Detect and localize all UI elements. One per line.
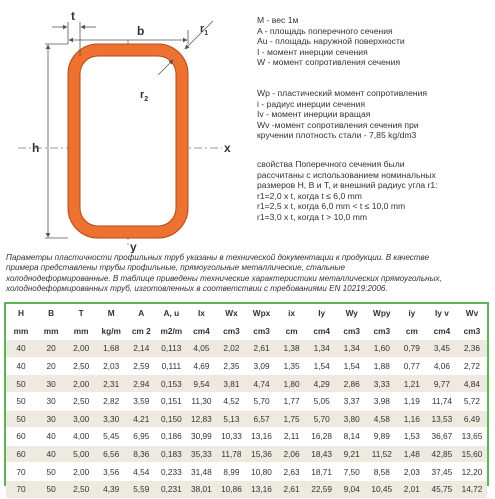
table-cell: 2,02 (216, 340, 246, 357)
notes-line: размеров H, B и T, и внешний радиус угла r1: (257, 180, 438, 191)
header-cell: ix (288, 308, 296, 319)
table-cell: 3,37 (343, 396, 360, 407)
symbols-legend-2 (257, 88, 427, 141)
notes-line: рассчитаны с использованием номинальных (257, 169, 436, 180)
table-cell: 6,95 (133, 431, 150, 442)
table-cell: 1,53 (403, 431, 420, 442)
table-cell: 30 (36, 411, 66, 428)
x-axis-label: x (224, 141, 231, 155)
diagram-svg (0, 0, 250, 253)
legend-line: I - момент инерции сечения (257, 46, 368, 57)
header-cell: M (107, 308, 115, 319)
table-header-row (6, 305, 487, 322)
header-cell: Iy v (434, 308, 449, 319)
table-row (6, 428, 487, 445)
table-cell: 0,150 (156, 411, 186, 428)
table-cell: 60 (6, 446, 36, 463)
table-cell: 0,153 (156, 375, 186, 392)
table-cell: 1,88 (373, 361, 390, 372)
table-cell: 40 (6, 340, 36, 357)
unit-cell: cm (405, 325, 418, 336)
unit-cell: mm (73, 325, 89, 336)
table-cell: 8,36 (126, 446, 156, 463)
table-cell: 6,49 (457, 411, 487, 428)
table-cell: 4,21 (126, 411, 156, 428)
table-cell: 4,74 (247, 375, 277, 392)
table-cell: 0,186 (160, 431, 182, 442)
table-cell: 4,52 (223, 396, 240, 407)
table-cell: 11,30 (191, 396, 212, 407)
table-cell: 9,77 (427, 375, 457, 392)
table-cell: 11,52 (367, 446, 397, 463)
header-cell: H (18, 308, 25, 319)
unit-cell: cm3 (373, 325, 391, 336)
table-cell: 1,21 (397, 375, 427, 392)
unit-cell: cm4 (313, 325, 330, 336)
header-cell: A (138, 308, 145, 319)
table-cell: 9,04 (337, 481, 367, 498)
table-cell: 31,48 (191, 466, 212, 477)
table-cell: 13,65 (461, 431, 483, 442)
table-cell: 5,00 (66, 446, 96, 463)
table-cell: 2,00 (66, 375, 96, 392)
table-cell: 42,85 (427, 446, 457, 463)
table-cell: 1,38 (277, 340, 307, 357)
table-cell: 4,69 (193, 361, 210, 372)
table-cell: 4,58 (367, 411, 397, 428)
r1-label: $r_1$ (200, 23, 209, 37)
b-label: b (137, 24, 145, 38)
table-cell: 2,36 (457, 340, 487, 357)
table-cell: 2,61 (277, 481, 307, 498)
table-cell: 20 (46, 361, 56, 372)
table-cell: 5,13 (216, 411, 246, 428)
table-cell: 1,19 (403, 396, 420, 407)
table-cell: 60 (16, 431, 26, 442)
table-row (6, 393, 487, 410)
unit-cell: mm (13, 325, 29, 336)
table-cell: 3,30 (96, 411, 126, 428)
table-cell: 0,113 (156, 340, 186, 357)
table-cell: 6,56 (96, 446, 126, 463)
unit-cell: cm3 (343, 325, 361, 336)
table-cell: 16,28 (311, 431, 333, 442)
table-cell: 2,50 (73, 396, 90, 407)
table-cell: 1,75 (277, 411, 307, 428)
table-cell: 70 (6, 481, 36, 498)
table-body (6, 340, 487, 497)
table-units-row (6, 323, 487, 340)
table-cell: 9,21 (337, 446, 367, 463)
table-cell: 14,72 (457, 481, 487, 498)
unit-cell: cm (285, 325, 298, 336)
table-cell: 2,86 (337, 375, 367, 392)
table-cell: 5,70 (253, 396, 270, 407)
table-cell: 30 (46, 396, 56, 407)
table-cell: 2,50 (66, 481, 96, 498)
table-cell: 4,05 (186, 340, 216, 357)
table-cell: 2,14 (126, 340, 156, 357)
table-cell: 10,33 (221, 431, 242, 442)
calculation-notes (257, 159, 438, 223)
unit-cell: kg/m (101, 325, 121, 336)
legend-line: кручении плотность стали - 7,85 kg/dm3 (257, 130, 417, 141)
header-cell: Iy (318, 308, 326, 319)
table-cell: 22,59 (307, 481, 337, 498)
table-cell: 45,75 (427, 481, 457, 498)
table-cell: 11,78 (216, 446, 246, 463)
table-cell: 35,33 (186, 446, 216, 463)
table-cell: 5,72 (463, 396, 481, 407)
r1-leader-line (185, 21, 213, 49)
t-label: t (71, 9, 75, 23)
table-cell: 2,00 (66, 340, 96, 357)
header-cell: Wv (465, 308, 479, 319)
table-cell: 3,33 (367, 375, 397, 392)
table-cell: 30 (36, 375, 66, 392)
table-cell: 1,54 (343, 361, 360, 372)
table-cell: 0,183 (156, 446, 186, 463)
table-cell: 3,09 (253, 361, 270, 372)
table-cell: 4,54 (133, 466, 150, 477)
unit-cell: cm4 (193, 325, 210, 336)
table-cell: 0,111 (161, 361, 182, 372)
table-cell: 8,58 (373, 466, 390, 477)
table-cell: 18,43 (307, 446, 337, 463)
unit-cell: mm (43, 325, 59, 336)
table-cell: 2,61 (247, 340, 277, 357)
notes-line: r1=2,5 x t, когда 6,0 mm < t ≤ 10,0 mm (257, 201, 406, 212)
table-cell: 5,59 (126, 481, 156, 498)
table-cell: 2,72 (463, 361, 481, 372)
table-cell: 1,34 (307, 340, 337, 357)
table-cell: 40 (46, 431, 56, 442)
unit-cell: cm3 (253, 325, 270, 336)
table-cell: 13,16 (251, 431, 272, 442)
legend-line: Au - площадь наружной поверхности (257, 36, 405, 47)
unit-cell: cm4 (433, 325, 451, 336)
table-cell: 3,81 (216, 375, 246, 392)
legend-line: i - радиус инерции сечения (257, 98, 366, 109)
legend-line: A - площадь поперечного сечения (257, 25, 393, 36)
tube-cross-section-diagram (0, 0, 250, 253)
table-cell: 50 (46, 466, 56, 477)
unit-cell: m2/m (160, 325, 183, 336)
table-cell: 2,63 (283, 466, 300, 477)
table-cell: 1,54 (313, 361, 330, 372)
table-cell: 9,89 (373, 431, 390, 442)
header-cell: A, u (163, 308, 180, 319)
table-cell: 30,99 (191, 431, 212, 442)
table-cell: 18,71 (311, 466, 333, 477)
table-cell: 0,231 (156, 481, 186, 498)
table-cell: 4,29 (307, 375, 337, 392)
header-cell: Wy (345, 308, 358, 319)
header-cell: B (48, 308, 55, 319)
table-cell: 70 (16, 466, 26, 477)
table-cell: 3,98 (373, 396, 390, 407)
table-cell: 5,45 (103, 431, 120, 442)
notes-line: r1=3,0 x t, когда t > 10,0 mm (257, 211, 368, 222)
table-cell: 38,01 (186, 481, 216, 498)
header-cell: Ix (197, 308, 205, 319)
unit-cell: cm 2 (131, 325, 151, 336)
table-row (6, 463, 487, 480)
table-row (6, 375, 487, 392)
legend-line: Wp - пластический момент сопротивления (257, 88, 428, 98)
table-cell: 3,80 (337, 411, 367, 428)
symbols-legend (257, 15, 405, 68)
caption-line: примера представлены трубы профильные, прямоугольные металлические, стальные (6, 263, 345, 273)
table-cell: 40 (16, 361, 26, 372)
header-cell: Wx (225, 308, 238, 319)
table-cell: 10,45 (367, 481, 397, 498)
table-cell: 1,60 (367, 340, 397, 357)
table-cell: 3,00 (66, 411, 96, 428)
table-cell: 50 (6, 375, 36, 392)
description-paragraph (6, 253, 492, 295)
table-cell: 2,06 (277, 446, 307, 463)
table-cell: 1,48 (397, 446, 427, 463)
table-cell: 0,233 (160, 466, 182, 477)
table-cell: 5,70 (307, 411, 337, 428)
table-cell: 2,11 (283, 431, 300, 442)
table-cell: 2,35 (223, 361, 240, 372)
legend-line: W - момент сопротивления сечения (257, 57, 401, 68)
caption-line: холоднодеформированные. В таблице приведены технические характеристики металлических прямоугольных, (6, 273, 442, 283)
table-cell: 2,31 (96, 375, 126, 392)
table-cell: 4,39 (96, 481, 126, 498)
table-cell: 7,50 (343, 466, 360, 477)
table-cell: 12,20 (461, 466, 483, 477)
table-cell: 0,79 (397, 340, 427, 357)
table-row (6, 481, 487, 498)
legend-line: Iv - момент инерции вращая (257, 109, 371, 120)
table-cell: 2,03 (103, 361, 120, 372)
legend-line: Wv -момент сопротивления сечения при (257, 119, 419, 130)
unit-cell: cm3 (463, 325, 481, 336)
table-cell: 15,36 (247, 446, 277, 463)
table-cell: 1,77 (283, 396, 300, 407)
caption-line: холоднодеформированных труб, изготовленных в соответствии с требованиями EN 10219:2006. (6, 284, 388, 294)
table-cell: 37,45 (431, 466, 453, 477)
table-cell: 4,00 (73, 431, 90, 442)
unit-cell: cm3 (223, 325, 240, 336)
specs-table (6, 304, 487, 499)
table-cell: 12,83 (186, 411, 216, 428)
table-row (6, 358, 487, 375)
notes-line: r1=2,0 x t, когда t ≤ 6,0 mm (257, 190, 362, 201)
table-cell: 3,56 (103, 466, 120, 477)
table-cell: 3,59 (133, 396, 150, 407)
table-cell: 10,86 (216, 481, 246, 498)
table-cell: 10,80 (251, 466, 272, 477)
table-cell: 1,16 (397, 411, 427, 428)
tube-inner-wall (80, 56, 176, 226)
table-cell: 2,50 (73, 361, 90, 372)
table-row (6, 411, 487, 428)
table-cell: 20 (36, 340, 66, 357)
specs-table-container (4, 302, 489, 495)
table-row (6, 446, 487, 463)
table-cell: 40 (36, 446, 66, 463)
table-cell: 5,05 (313, 396, 330, 407)
caption-line: Параметры пластичности профильных труб указаны в технической документации к продукции. В качестве (6, 253, 430, 262)
table-cell: 6,57 (247, 411, 277, 428)
table-cell: 15,60 (457, 446, 487, 463)
table-cell: 1,34 (337, 340, 367, 357)
table-cell: 0,77 (403, 361, 420, 372)
table-row (6, 340, 487, 357)
table-cell: 3,45 (427, 340, 457, 357)
table-cell: 2,82 (103, 396, 120, 407)
table-cell: 0,151 (160, 396, 182, 407)
table-cell: 4,84 (457, 375, 487, 392)
r2-label: $r_2$ (140, 89, 149, 103)
table-cell: 50 (6, 411, 36, 428)
table-cell: 2,59 (133, 361, 150, 372)
table-cell: 1,68 (96, 340, 126, 357)
legend-line: M - вес 1м (257, 15, 299, 25)
table-cell: 8,14 (343, 431, 360, 442)
notes-line: свойства Поперечного сечения были (257, 159, 405, 169)
header-cell: T (78, 308, 84, 319)
table-cell: 1,35 (283, 361, 300, 372)
table-cell: 11,74 (431, 396, 452, 407)
table-cell: 2,03 (403, 466, 420, 477)
y-axis-label: y (130, 240, 137, 253)
table-cell: 1,80 (277, 375, 307, 392)
table-cell: 36,67 (431, 431, 453, 442)
header-cell: Wpy (373, 308, 391, 319)
h-label: h (32, 141, 40, 155)
table-cell: 13,53 (427, 411, 457, 428)
table-cell: 50 (36, 481, 66, 498)
table-cell: 50 (16, 396, 26, 407)
header-cell: Wpx (252, 308, 271, 319)
table-cell: 9,54 (186, 375, 216, 392)
table-cell: 4,06 (433, 361, 450, 372)
table-cell: 2,00 (73, 466, 90, 477)
table-cell: 2,01 (397, 481, 427, 498)
table-cell: 8,99 (223, 466, 240, 477)
header-cell: iy (408, 308, 416, 319)
table-cell: 13,16 (247, 481, 277, 498)
table-cell: 2,94 (126, 375, 156, 392)
